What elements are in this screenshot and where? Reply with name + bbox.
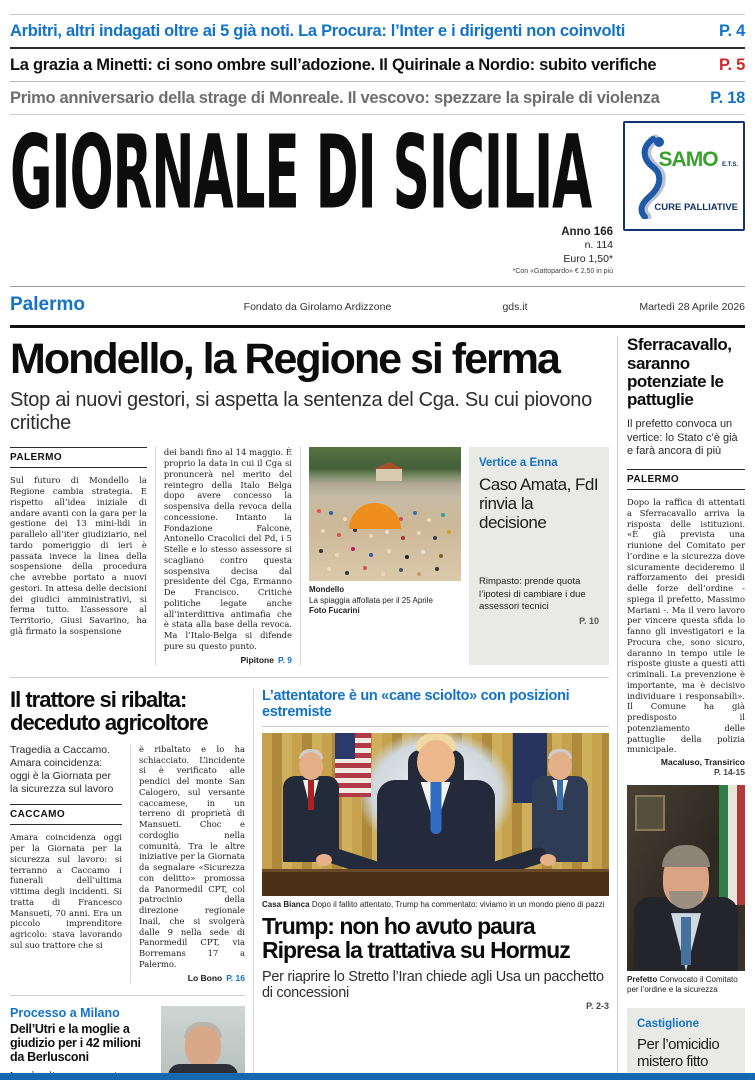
milano-headline[interactable]: Dell’Utri e la moglie a giudizio per i 42 milioni da Berlusconi [10,1021,141,1065]
house-shape [376,469,402,481]
teaser-page-ref[interactable]: P. 5 [718,56,745,74]
trump-story[interactable] [254,688,609,1080]
hair-shape [662,845,710,867]
lead-story[interactable] [10,335,609,665]
trump-photo-caption: Casa Bianca Dopo il fallito attentato, Trump ha commentato: viviamo in un mondo pieno di pazzi [262,899,605,909]
teaser-minetti[interactable] [10,49,745,82]
tractor-column-1 [10,744,122,983]
tractor-body-1: Amara coincidenza oggi per la Giornata per la sicurezza sul lavoro: si terranno a Caccamo i funerali dell’ultima vittima degli incidenti. Si tratta di Francesco Mansueti, 70 anni. Era un piccolo imprenditore agricolo: stava lavorando sul suo trattore che si [10,832,122,950]
oval-office-photo [262,733,609,896]
masthead [10,115,745,276]
tractor-byline: Lo Bono P. 16 [187,972,245,983]
milano-story[interactable] [10,1006,245,1080]
lead-deck: Stop ai nuovi gestori, si aspetta la sentenza del Cga. Su cui piovono critiche [10,389,592,435]
teaser-text: Primo anniversario della strage di Monreale. Il vescovo: spezzare la spirale di violenza [10,89,660,107]
teaser-text: La grazia a Minetti: ci sono ombre sull’adozione. Il Quirinale a Nordio: subito verifiche [10,56,657,74]
website[interactable]: gds.it [502,301,528,314]
lead-column-1 [10,447,147,664]
crowd-dots [317,509,321,513]
enna-title[interactable]: Caso Amata, FdI rinvia la decisione [479,475,599,533]
sidebar-headline[interactable]: Sferracavallo, saranno potenziate le pattuglie [627,335,732,410]
folio-line [10,286,745,328]
teaser-text: Arbitri, altri indagati oltre ai 5 già noti. La Procura: l’Inter e i dirigenti non coinvolti [10,22,626,40]
edition-info [10,225,613,276]
lead-byline: Pipitone P. 9 [240,654,292,665]
page-ref[interactable]: P. 16 [226,972,245,983]
enna-text: Rimpasto: prende quota l’ipotesi di cambiare i due assessori tecnici [479,576,586,613]
lead-photo-block [300,447,461,664]
trump-deck: Per riaprire lo Stretto l’Iran chiede agli Usa un pacchetto di concessioni [262,969,604,1002]
bottom-blue-bar [0,1073,755,1080]
lead-kicker: PALERMO [10,447,147,468]
tractor-story[interactable] [10,688,245,983]
trump-figure [377,780,495,872]
sidebar-deck: Il prefetto convoca un vertice: lo Stato c’è già e farà ancora di più [627,417,738,458]
samo-tagline: CURE PALLIATIVE [654,202,738,213]
castiglione-kicker: Castiglione [637,1017,699,1030]
page-ref[interactable]: P. 9 [277,654,292,665]
castiglione-title[interactable]: Per l’omicidio mistero fitto [637,1035,720,1071]
lead-body-2: dei bandi fino al 14 maggio. È proprio la data in cui il Cga si pronuncerà nel merito del reintegro della Italo Belga dopo avere concesso la sospensiva della revoca della concessione. Intanto la Fondazione Falcone, Antonello Cracolici del Pd, i 5 Stelle e lo stesso assessore si scagliano contro questa sospensiva decisa dal presidente del Cga, Ermanno De Francisco. Critiche politiche legate anche all’interdittiva antimafia che è stata alla base della revoca. Ma l’Italo-Belga si difende pure su questo punto. [163,447,292,651]
umbrella-shape [349,503,401,529]
prefect-photo [627,785,745,971]
castiglione-box-story[interactable] [627,1008,745,1080]
anno-label: Anno 166 [561,226,613,238]
sidebar-body: Dopo la raffica di attentati a Sferracavallo arriva la risposta delle istituzioni. «È già prevista una riunione del Comitato per l’ordine e la sicurezza dove sicuramente decideremo il rafforzamento dei presidi delle forze dell’ordine - spiega il prefetto, Massimo Mariani -. Ma il vero lavoro per vincere questa sfida lo fanno gli investigatori e la Procura che, sono sicuro, daranno in tempo utile le risposte giuste a questi atti criminali. La prevenzione è importante, ma è decisivo individuare i responsabili». Il Comune ha già predisposto il potenziamento delle pattuglie della polizia municipale. [627,497,745,755]
newspaper-title: GIORNALE DI SICILIA [10,114,592,232]
tractor-headline[interactable]: Il trattore si ribalta: deceduto agricoltore [10,686,208,735]
trump-headline[interactable]: Trump: non ho avuto paura Ripresa la trattativa su Hormuz [262,912,570,963]
dellutri-photo [161,1006,245,1080]
samo-name: SAMO E.T.S. [658,148,738,171]
page-ref[interactable]: P. 14-15 [713,767,745,778]
photo-caption: Mondello La spiaggia affollata per il 25 Aprile Foto Fucarini [309,585,433,616]
sidebar-column [618,336,745,1080]
tie-shape [681,917,691,965]
tractor-column-2 [130,744,245,983]
lead-column-2 [155,447,292,664]
sidebar-byline: Macaluso, Transirico P. 14-15 [627,757,745,777]
picture-frame-shape [635,795,665,831]
top-teaser-strip [10,0,745,115]
teaser-page-ref[interactable]: P. 18 [710,89,745,107]
italian-flag-shape [719,785,745,905]
section-divider [10,995,245,996]
desk-shape [262,869,609,896]
price-footnote: *Con «Gattopardo» € 2,50 in più [512,267,613,275]
section-divider [10,677,609,678]
date-line: Martedì 28 Aprile 2026 [639,301,745,314]
lead-body-1: Sul futuro di Mondello la Regione cambia strategia. E rispetto all’idea iniziale di andare avanti con la gara per la gestione dei 13 mini-lidi in parallelo all’iter giudiziario, nel tardo pomeriggio di ieri è passata invece la linea della sospensione della procedura che avrebbe portato a nuovi gestori. In attesa delle decisioni dei giudici amministrativi, si ferma tutto. L’assessore al Territorio, Giusi Savarino, ha già firmato la sospensione [10,475,147,636]
lead-headline[interactable]: Mondello, la Regione si ferma [10,335,559,384]
tractor-kicker: CACCAMO [10,804,122,825]
main-column [10,336,618,1080]
hand-shape [540,854,556,866]
us-flag-shape [335,733,371,797]
samo-ad[interactable] [623,121,745,231]
beach-photo [309,447,461,581]
tractor-deck: Tragedia a Caccamo. Amara coincidenza: oggi è la Giornata per la sicurezza sul lavoro [10,743,114,796]
teaser-arbitri[interactable] [10,14,745,49]
teaser-monreale[interactable] [10,82,745,115]
tractor-body-2: è ribaltato e lo ha schiacciato. L’incidente si è verificato alle pendici del monte San Calogero, sul versante caccamese, in un terreno di proprietà di Mansueti. Choc e cordoglio nella comunità. Tra le altre iniziative per la Giornata da segnalare «Sicurezza con delitto» promossa da Panormedil CPT, col patrocinio della direzione regionale Inail, che si svolgerà dalle 9 nella sede di Panormedil CPT, via Borremans 17 a Palermo. [139,743,245,969]
sferracavallo-story[interactable] [627,336,745,777]
trump-kicker-headline[interactable]: L’attentatore è un «cane sciolto» con posizioni estremiste [262,688,609,727]
milano-kicker: Processo a Milano [10,1005,120,1020]
enna-kicker: Vertice a Enna [479,457,558,470]
edition-name: Palermo [10,294,85,316]
enna-box-story[interactable] [469,447,609,664]
teaser-page-ref[interactable]: P. 4 [718,22,745,40]
prefect-caption: Prefetto Convocato il Comitato per l’ordine e la sicurezza [627,975,738,995]
hand-shape [316,854,332,866]
sidebar-kicker: PALERMO [627,469,745,490]
page-ref[interactable]: P. 2-3 [586,1001,609,1012]
founder-line: Fondato da Girolamo Ardizzone [243,301,392,314]
price: Euro 1,50* [563,252,613,265]
issue-number: n. 114 [584,239,613,252]
head-shape [185,1026,221,1068]
page-ref[interactable]: P. 10 [579,615,599,626]
